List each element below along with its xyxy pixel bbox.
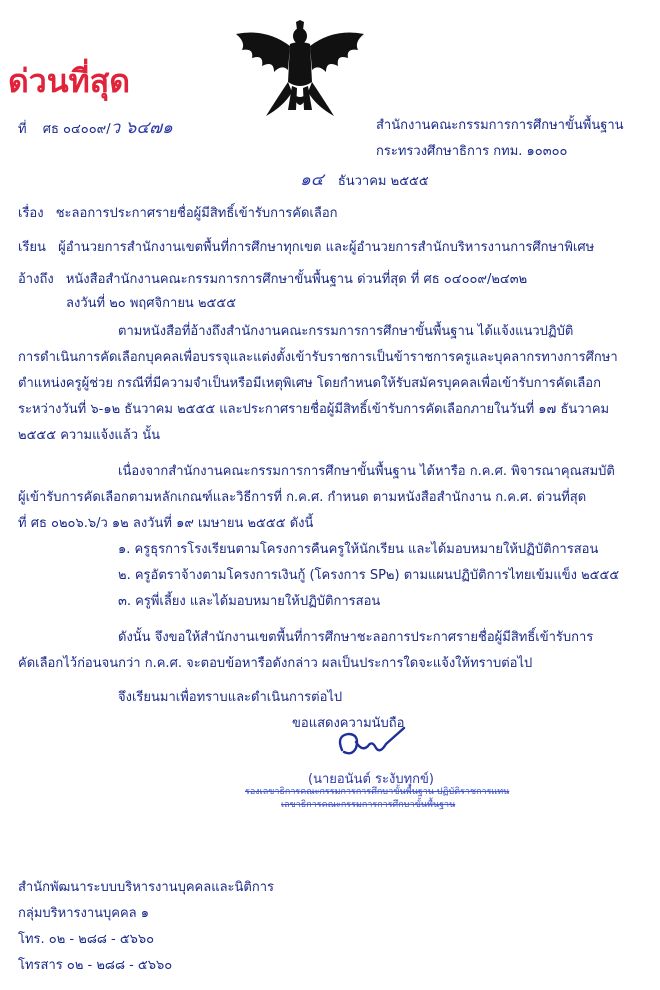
paragraph-2-line: เนื่องจากสำนักงานคณะกรรมการการศึกษาขั้นพื้นฐาน ได้หารือ ก.ค.ศ. พิจารณาคุณสมบัติ <box>118 464 615 479</box>
paragraph-1-line: การดำเนินการคัดเลือกบุคคลเพื่อบรรจุและแต่งตั้งเข้ารับราชการเป็นข้าราชการครูและบุคลากรทางการศึกษา <box>18 350 618 365</box>
paragraph-3-line: ดังนั้น จึงขอให้สำนักงานเขตพื้นที่การศึกษาชะลอการประกาศรายชื่อผู้มีสิทธิ์เข้ารับการ <box>118 630 594 645</box>
signatory-name: (นายอนันต์ ระงับทุกข์) <box>308 772 434 787</box>
closing-request: จึงเรียนมาเพื่อทราบและดำเนินการต่อไป <box>118 690 343 705</box>
paragraph-2-line: ที่ ศธ ๐๒๐๖.๖/ว ๑๒ ลงวันที่ ๑๙ เมษายน ๒๕๕๕ ดังนี้ <box>18 516 314 531</box>
footer-tel: โทร. ๐๒ - ๒๘๘ - ๕๖๖๐ <box>18 932 155 947</box>
reference-line: อ้างถึง หนังสือสำนักงานคณะกรรมการการศึกษาขั้นพื้นฐาน ด่วนที่สุด ที่ ศธ ๐๔๐๐๙/๒๔๓๒ <box>18 272 528 287</box>
paragraph-3-line: คัดเลือกไว้ก่อนจนกว่า ก.ค.ศ. จะตอบข้อหารือดังกล่าว ผลเป็นประการใดจะแจ้งให้ทราบต่อไป <box>18 656 533 671</box>
list-item: ๓. ครูพี่เลี้ยง และได้มอบหมายให้ปฏิบัติการสอน <box>118 594 381 609</box>
footer-unit: สำนักพัฒนาระบบบริหารงานบุคคลและนิติการ <box>18 880 275 895</box>
closing-salutation: ขอแสดงความนับถือ <box>292 716 405 731</box>
paragraph-1-line: ๒๕๕๕ ความแจ้งแล้ว นั้น <box>18 428 160 443</box>
recipient-line: เรียน ผู้อำนวยการสำนักงานเขตพื้นที่การศึกษาทุกเขต และผู้อำนวยการสำนักบริหารงานการศึกษาพิเศษ <box>18 240 595 255</box>
handwritten-number: ว ๖๔๗๑ <box>110 118 173 138</box>
paragraph-2-line: ผู้เข้ารับการคัดเลือกตามหลักเกณฑ์และวิธีการที่ ก.ค.ศ. กำหนด ตามหนังสือสำนักงาน ก.ค.ศ. ด่วนที่สุด <box>18 490 587 505</box>
document-date: ๑๔ ธันวาคม ๒๕๕๕ <box>300 170 429 190</box>
urgent-stamp: ด่วนที่สุด <box>8 62 131 100</box>
document-number: ที่ ศธ ๐๔๐๐๙/ว ๖๔๗๑ <box>18 118 173 138</box>
subject-line: เรื่อง ชะลอการประกาศรายชื่อผู้มีสิทธิ์เข้ารับการคัดเลือก <box>18 206 338 221</box>
issuing-ministry: กระทรวงศึกษาธิการ กทม. ๑๐๓๐๐ <box>376 144 568 159</box>
signatory-title: รองเลขาธิการคณะกรรมการการศึกษาขั้นพื้นฐาน ปฏิบัติราชการแทน เลขาธิการคณะกรรมการการศึกษาขั้นพื้นฐาน <box>245 787 510 810</box>
paragraph-1-line: ตามหนังสือที่อ้างถึงสำนักงานคณะกรรมการการศึกษาขั้นพื้นฐาน ได้แจ้งแนวปฏิบัติ <box>118 324 574 339</box>
list-item: ๑. ครูธุรการโรงเรียนตามโครงการคืนครูให้นักเรียน และได้มอบหมายให้ปฏิบัติการสอน <box>118 542 599 557</box>
reference-date: ลงวันที่ ๒๐ พฤศจิกายน ๒๕๕๕ <box>66 296 237 311</box>
issuing-office: สำนักงานคณะกรรมการการศึกษาขั้นพื้นฐาน <box>376 118 624 133</box>
handwritten-signature <box>330 722 420 766</box>
footer-group: กลุ่มบริหารงานบุคคล ๑ <box>18 906 150 921</box>
paragraph-1-line: ตำแหน่งครูผู้ช่วย กรณีที่มีความจำเป็นหรือมีเหตุพิเศษ โดยกำหนดให้รับสมัครบุคคลเพื่อเข้ารับการคัดเลือก <box>18 376 601 391</box>
footer-fax: โทรสาร ๐๒ - ๒๘๘ - ๕๖๖๐ <box>18 958 173 973</box>
handwritten-day: ๑๔ <box>300 170 324 190</box>
garuda-emblem-icon <box>226 20 374 120</box>
paragraph-1-line: ระหว่างวันที่ ๖-๑๒ ธันวาคม ๒๕๕๕ และประกาศรายชื่อผู้มีสิทธิ์เข้ารับการคัดเลือกภายในวันที่ ๑๗ ธันวาคม <box>18 402 610 417</box>
list-item: ๒. ครูอัตราจ้างตามโครงการเงินกู้ (โครงการ SP๒) ตามแผนปฏิบัติการไทยเข้มแข็ง ๒๕๕๕ <box>118 568 620 583</box>
